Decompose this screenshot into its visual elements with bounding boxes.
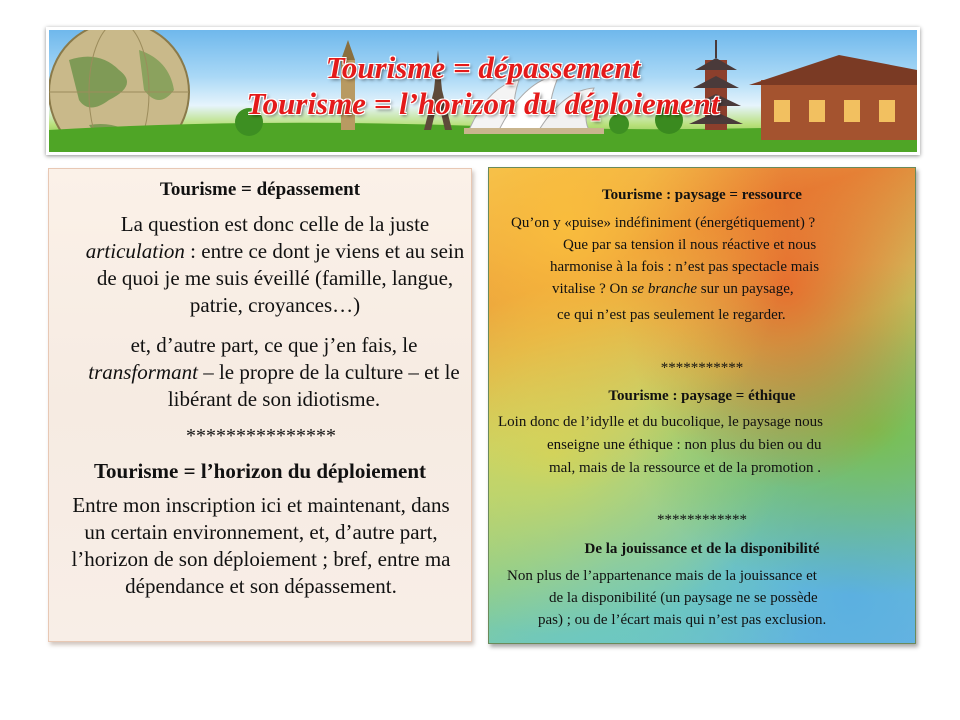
right-para2-line3: mal, mais de la ressource et de la promotion .	[549, 460, 821, 476]
right-para3-line1: Non plus de l’appartenance mais de la jouissance et	[507, 568, 817, 584]
left-paragraph-articulation	[85, 211, 465, 319]
right-para1-line1: Qu’on y «puise» indéfiniment (énergétiquement) ?	[511, 215, 816, 231]
banner-title-line-2: Tourisme = l’horizon du déploiement	[246, 86, 720, 121]
right-heading-jouissance: De la jouissance et de la disponibilité	[584, 541, 820, 557]
left-text-panel	[48, 168, 472, 642]
right-para2-line1: Loin donc de l’idylle et du bucolique, le paysage nous	[498, 414, 823, 430]
left-heading-horizon: Tourisme = l’horizon du déploiement	[93, 459, 427, 483]
right-para1-line3: harmonise à la fois : n’est pas spectacle mais	[550, 259, 820, 275]
left-paragraph-inscription: Entre mon inscription ici et maintenant, dans un certain environnement, et, d’autre part, l’horizon de son déploiement ; bref, entre ma dépendance et son dépassement.	[71, 493, 451, 598]
right-para1-line4-emphasis: se branche	[631, 281, 697, 297]
right-para1-line2: Que par sa tension il nous réactive et nous	[563, 237, 817, 253]
title-banner	[46, 27, 920, 155]
left-separator: ***************	[186, 425, 336, 447]
right-para2-line2: enseigne une éthique : non plus du bien ou du	[547, 437, 822, 453]
right-para3-line3: pas) ; ou de l’écart mais qui n’est pas exclusion.	[538, 612, 827, 628]
left-paragraph-1-text-b: : entre ce dont je viens et au sein de quoi je me suis éveillé (famille, langue, patrie, croyances…)	[96, 239, 465, 317]
left-paragraph-2-text-b: – le propre de la culture – et le libérant de son idiotisme.	[167, 360, 460, 411]
banner-title-line-1: Tourisme = dépassement	[325, 50, 641, 85]
right-separator-1: ***********	[660, 360, 744, 376]
right-para1-line4	[552, 278, 794, 300]
right-separator-2: ************	[657, 512, 747, 528]
left-paragraph-2-emphasis: transformant	[88, 360, 198, 384]
left-paragraph-1-emphasis: articulation	[85, 239, 185, 263]
right-heading-ressource: Tourisme : paysage = ressource	[602, 187, 802, 203]
left-paragraph-transformant	[79, 332, 469, 413]
left-paragraph-2-text-a: et, d’autre part, ce que j’en fais, le	[130, 333, 418, 357]
right-text-panel	[488, 167, 916, 644]
right-para1-line4-b: sur un paysage,	[696, 281, 794, 297]
right-heading-ethique: Tourisme : paysage = éthique	[608, 388, 796, 404]
banner-title	[139, 50, 827, 122]
right-para3-line2: de la disponibilité (un paysage ne se possède	[549, 590, 818, 606]
right-para1-line4-a: vitalise ? On	[552, 281, 632, 297]
right-para1-line5: ce qui n’est pas seulement le regarder.	[557, 307, 786, 323]
left-heading-depassement: Tourisme = dépassement	[159, 179, 361, 200]
left-paragraph-1-text-a: La question est donc celle de la juste	[120, 212, 430, 236]
